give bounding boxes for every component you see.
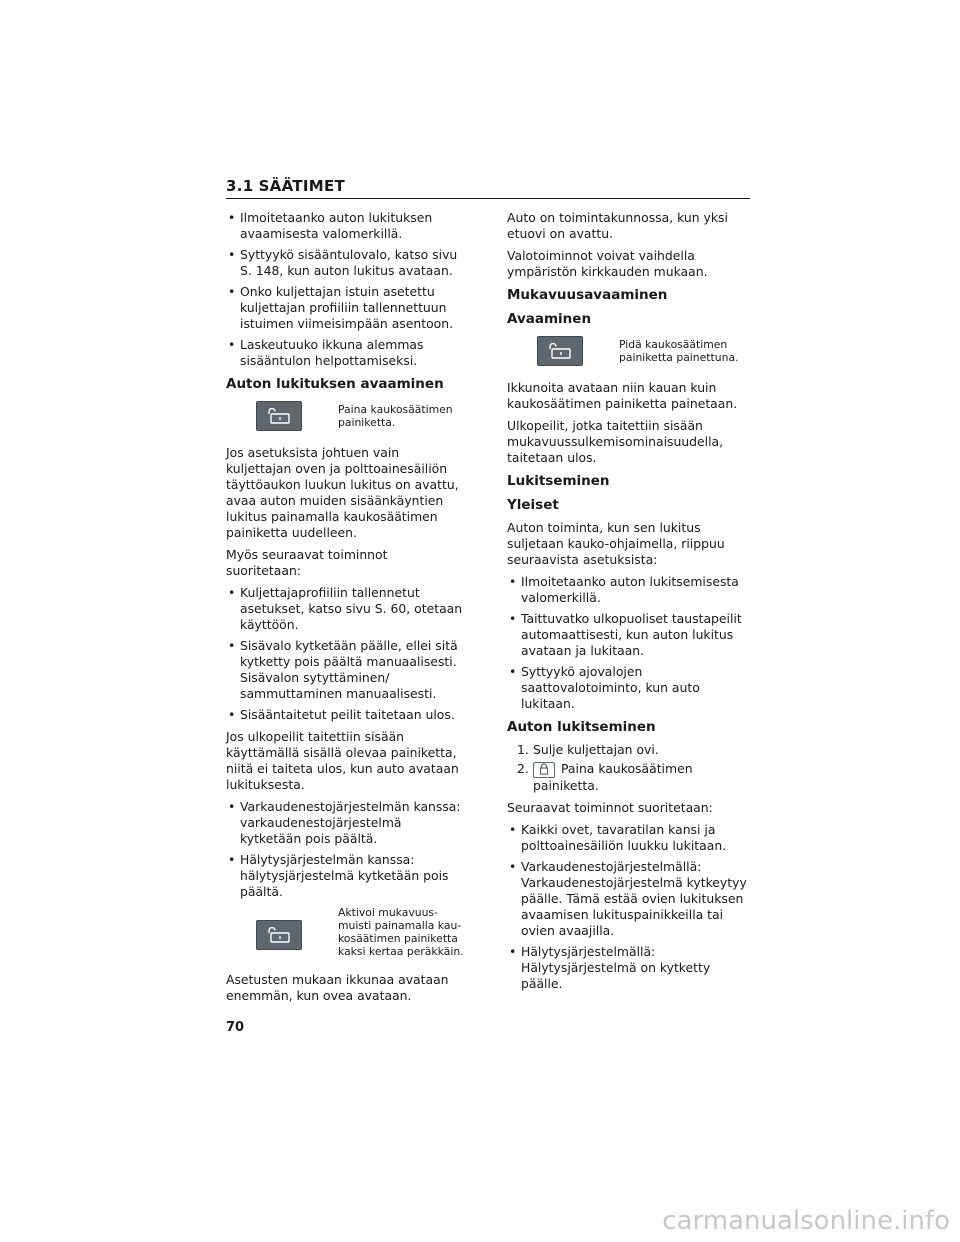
- memory-caption: Aktivoi mukavuusmuisti painamalla kaukosäätimen painiketta kaksi kertaa peräkkäin.: [338, 906, 464, 958]
- list-item: • Laskeutuuko ikkuna alemmas sisääntulon helpottamiseksi.: [226, 337, 466, 369]
- section-number: 3.1: [226, 177, 254, 195]
- subheading-general: Yleiset: [507, 497, 559, 513]
- remote-unlock-button: [256, 920, 302, 950]
- list-item: • Varkaudenestojärjestelmän kanssa: varkaudenestojärjestelmä kytketään pois päältä.: [226, 799, 466, 847]
- watermark: carmanualsonline.info: [662, 1206, 950, 1236]
- section-header: [226, 176, 750, 199]
- lock-icon: [533, 762, 555, 778]
- intro-bullet-list: [226, 210, 466, 369]
- step-number: 2.: [517, 761, 529, 776]
- left-column: [226, 210, 466, 1010]
- paragraph: Valotoiminnot voivat vaihdella ympäristön kirkkauden mukaan.: [507, 248, 708, 279]
- paragraph: Myös seuraavat toiminnot suoritetaan:: [226, 547, 388, 578]
- list-item: • Kaikki ovet, tavaratilan kansi ja polttoainesäiliön luukku lukitaan.: [507, 822, 747, 854]
- remote-unlock-button: [537, 336, 583, 366]
- paragraph: Auton toiminta, kun sen lukitus suljetaan kauko-ohjaimella, riippuu seuraavista asetuksista:: [507, 520, 725, 567]
- step-item: [517, 761, 747, 794]
- paragraph: Seuraavat toiminnot suoritetaan:: [507, 800, 713, 815]
- list-item: • Sisääntaitetut peilit taitetaan ulos.: [226, 707, 466, 723]
- list-item: • Taittuvatko ulkopuoliset taustapeilit automaattisesti, kun auton lukitus avataan ja lukitaan.: [507, 611, 747, 659]
- heading-unlock: Auton lukituksen avaaminen: [226, 376, 444, 392]
- paragraph: Ikkunoita avataan niin kauan kuin kaukosäätimen painiketta painetaan.: [507, 380, 738, 411]
- unlock-icon: [265, 408, 293, 424]
- list-item: • Syttyykö sisääntulovalo, katso sivu S. 148, kun auton lukitus avataan.: [226, 247, 466, 279]
- remote-unlock-button: [256, 401, 302, 431]
- step-text: Sulje kuljettajan ovi.: [533, 742, 659, 757]
- paragraph: Jos ulkopeilit taitettiin sisään käyttämällä sisällä olevaa painiketta, niitä ei taiteta ulos, kun auto avataan lukituksesta.: [226, 729, 459, 792]
- paragraph: Jos asetuksista johtuen vain kuljettajan oven ja polttoainesäiliön täyttöaukon luukun lukitus on avattu, avaa auton muiden sisäänkäyntien lukitus painamalla kaukosäätimen painiketta uudelleen.: [226, 445, 459, 540]
- right-column: [507, 210, 747, 998]
- list-item: • Syttyykö ajovalojen saattovalotoiminto, kun auto lukitaan.: [507, 664, 747, 712]
- step-text: Paina kaukosäätimen painiketta.: [533, 761, 693, 793]
- security-bullet-list: [226, 799, 466, 900]
- list-item: • Varkaudenestojärjestelmällä: Varkaudenestojärjestelmä kytkeytyy päälle. Tämä estää ovien lukituksen avaamisen lukituspainikkeilla tai ovien avaajilla.: [507, 859, 747, 939]
- list-item: • Onko kuljettajan istuin asetettu kuljettajan profiiliin tallennettuun istuimen viimeisimpään asentoon.: [226, 284, 466, 332]
- heading-lock-car: Auton lukitseminen: [507, 719, 656, 735]
- list-item: • Hälytysjärjestelmällä: Hälytysjärjestelmä on kytketty päälle.: [507, 944, 747, 992]
- subheading-open: Avaaminen: [507, 311, 592, 327]
- list-item: • Ilmoitetaanko auton lukitsemisesta valomerkillä.: [507, 574, 747, 606]
- memory-figure: [226, 906, 466, 958]
- heading-locking: Lukitseminen: [507, 473, 610, 489]
- functions-bullet-list: [226, 585, 466, 723]
- steps-list: [507, 742, 747, 794]
- list-item: • Hälytysjärjestelmän kanssa: hälytysjärjestelmä kytketään pois päältä.: [226, 852, 466, 900]
- list-item: • Kuljettajaprofiiliin tallennetut asetukset, katso sivu S. 60, otetaan käyttöön.: [226, 585, 466, 633]
- unlock-figure: [226, 401, 466, 431]
- lock-settings-bullet-list: [507, 574, 747, 712]
- paragraph: Ulkopeilit, jotka taitettiin sisään mukavuussulkemisominaisuudella, taitetaan ulos.: [507, 418, 724, 465]
- list-item: • Sisävalo kytketään päälle, ellei sitä kytketty pois päältä manuaalisesti. Sisävalon sytyttäminen/ sammuttaminen manuaalisesti.: [226, 638, 466, 702]
- lock-functions-bullet-list: [507, 822, 747, 992]
- step-number: 1.: [517, 742, 529, 757]
- hold-figure: [507, 336, 747, 366]
- heading-comfort: Mukavuusavaaminen: [507, 287, 668, 303]
- page-number: 70: [226, 1020, 245, 1035]
- unlock-icon: [265, 927, 293, 943]
- list-item: • Ilmoitetaanko auton lukituksen avaamisesta valomerkillä.: [226, 210, 466, 242]
- step-item: [517, 742, 747, 758]
- hold-caption: Pidä kaukosäätimen painiketta painettuna.: [619, 338, 739, 364]
- paragraph: Auto on toimintakunnossa, kun yksi etuovi on avattu.: [507, 210, 728, 241]
- paragraph: Asetusten mukaan ikkunaa avataan enemmän, kun ovea avataan.: [226, 972, 449, 1003]
- unlock-icon: [546, 343, 574, 359]
- section-title: SÄÄTIMET: [258, 177, 346, 195]
- unlock-caption: Paina kaukosäätimen painiketta.: [338, 403, 453, 429]
